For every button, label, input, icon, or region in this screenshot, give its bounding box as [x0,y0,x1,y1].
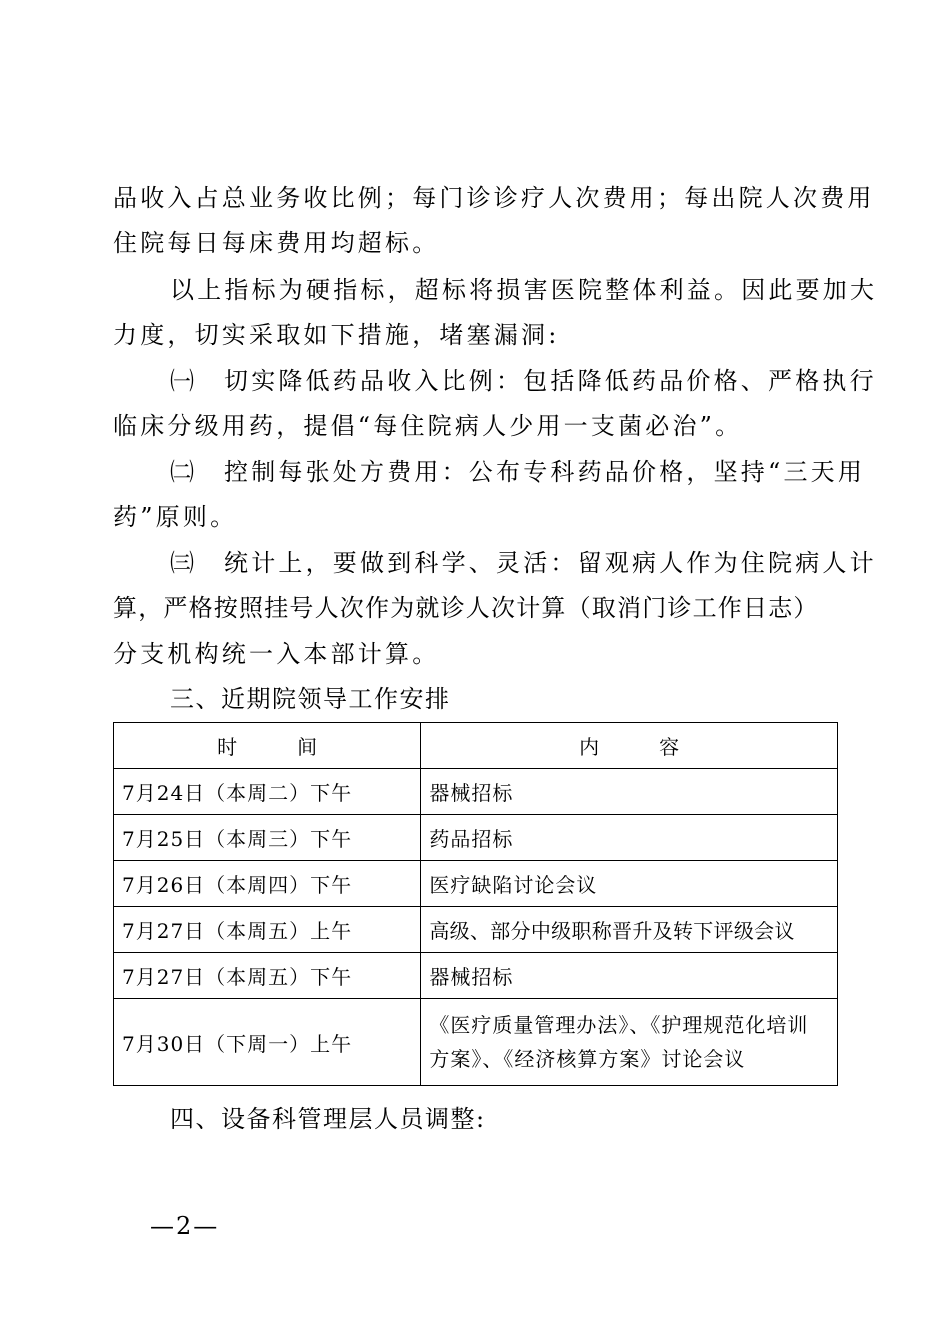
table-row [114,815,838,861]
schedule-table [113,722,838,1086]
paragraph-line: 住院每日每床费用均超标。 [113,229,440,257]
table-header-row [114,723,838,769]
paragraph-line: 力度，切实采取如下措施，堵塞漏洞: [113,321,560,349]
time-cell: 7月30日（下周一）上午 [114,999,421,1086]
table-row [114,999,838,1086]
paragraph-line: 分支机构统一入本部计算。 [113,640,440,668]
section-heading: 四、设备科管理层人员调整: [170,1105,486,1133]
page-number: —2— [150,1212,220,1240]
table-row [114,861,838,907]
measure-number: ㈡ [170,458,194,486]
header-time: 时 间 [114,723,421,769]
measure-2-line [170,457,865,487]
measure-text: 控制每张处方费用：公布专科药品价格，坚持“三天用 [224,458,866,486]
time-cell: 7月27日（本周五）上午 [114,907,421,953]
table-row [114,907,838,953]
paragraph-line: 算，严格按照挂号人次作为就诊人次计算（取消门诊工作日志） [113,594,819,622]
measure-text: 切实降低药品收入比例：包括降低药品价格、严格执行 [224,367,877,395]
table-row [114,953,838,999]
section-heading: 三、近期院领导工作安排 [170,685,451,713]
time-cell: 7月27日（本周五）下午 [114,953,421,999]
measure-1-line [170,366,877,396]
header-content: 内 容 [421,723,838,769]
paragraph-line: 品收入占总业务收比例；每门诊诊疗人次费用；每出院人次费用 [113,184,875,212]
content-cell: 器械招标 [421,953,838,999]
content-cell: 药品招标 [421,815,838,861]
measure-3-line [170,548,877,578]
paragraph-line: 以上指标为硬指标，超标将损害医院整体利益。因此要加大 [170,276,878,304]
paragraph-line: 药”原则。 [113,503,238,531]
measure-number: ㈢ [170,549,194,577]
content-cell: 医疗缺陷讨论会议 [421,861,838,907]
time-cell: 7月25日（本周三）下午 [114,815,421,861]
measure-text: 统计上，要做到科学、灵活：留观病人作为住院病人计 [224,549,877,577]
content-cell: 器械招标 [421,769,838,815]
time-cell: 7月26日（本周四）下午 [114,861,421,907]
time-cell: 7月24日（本周二）下午 [114,769,421,815]
content-cell: 高级、部分中级职称晋升及转下评级会议 [421,907,838,953]
content-cell: 《医疗质量管理办法》、《护理规范化培训方案》、《经济核算方案》讨论会议 [421,999,838,1086]
measure-number: ㈠ [170,367,194,395]
table-row [114,769,838,815]
paragraph-line: 临床分级用药，提倡“每住院病人少用一支菌必治”。 [113,412,743,440]
